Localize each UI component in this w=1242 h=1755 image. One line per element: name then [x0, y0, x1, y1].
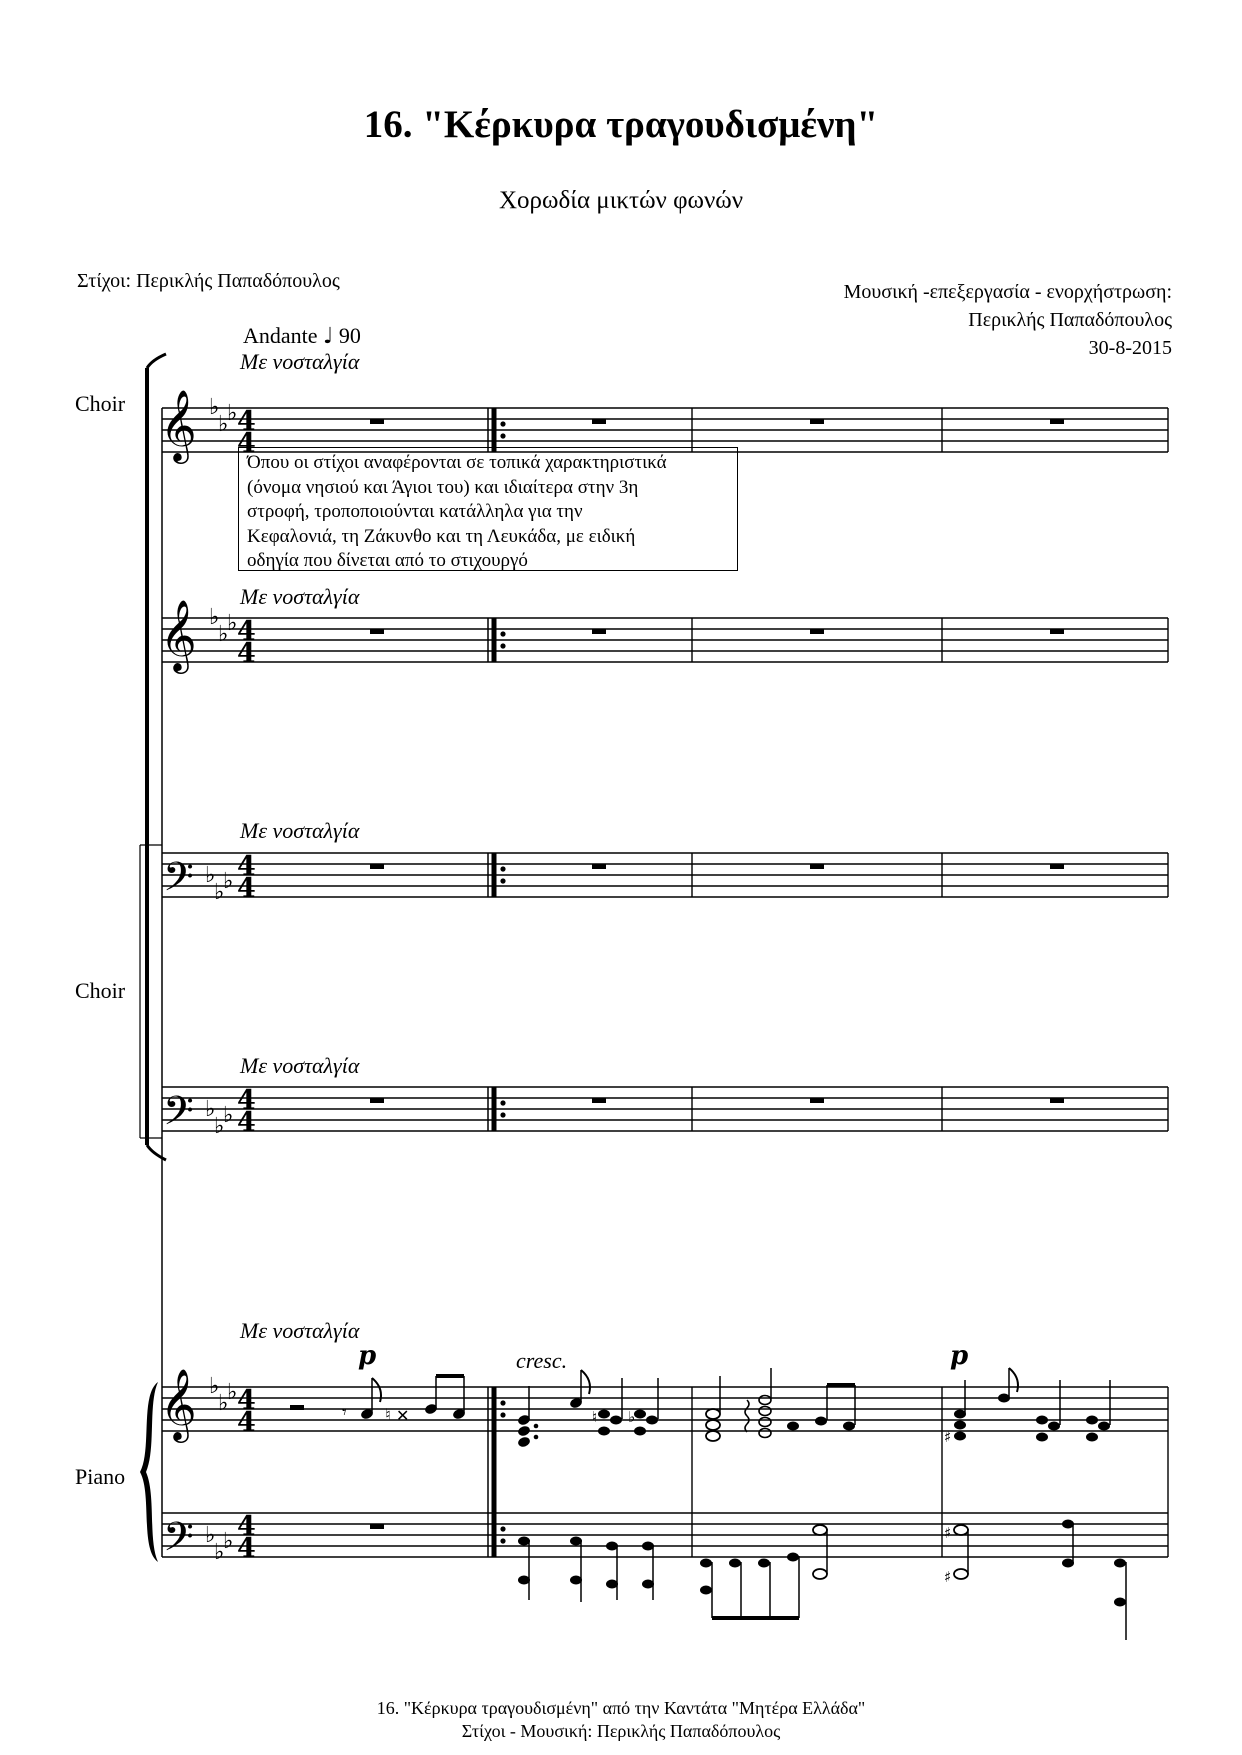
quarter-note-icon: ♩	[323, 324, 334, 349]
svg-text:♮: ♮	[592, 1408, 598, 1426]
piano-bass-notes	[518, 1520, 1126, 1641]
svg-text:♭: ♭	[223, 1103, 234, 1128]
crescendo-marking: cresc.	[516, 1348, 568, 1373]
svg-text:♭: ♭	[218, 1391, 229, 1416]
staff-choir-2	[162, 618, 1168, 662]
piano-treble-measure-1	[290, 1376, 466, 1425]
svg-text:4: 4	[237, 1407, 256, 1438]
bass-clef-icon: 𝄢	[163, 1514, 194, 1570]
svg-text:♯: ♯	[944, 1428, 952, 1446]
time-signature	[237, 406, 256, 1564]
svg-text:♭: ♭	[209, 395, 220, 420]
expression-marking-staff-2: Με νοσταλγία	[240, 584, 360, 609]
svg-text:4: 4	[237, 1511, 256, 1542]
treble-clef-icon: 𝄞	[160, 598, 197, 671]
svg-text:4: 4	[237, 406, 256, 437]
svg-text:♭: ♭	[223, 1529, 234, 1554]
svg-text:4: 4	[237, 873, 256, 904]
svg-text:♭: ♭	[214, 1114, 225, 1139]
composer-name: Περικλής Παπαδόπουλος	[968, 309, 1172, 331]
svg-text:♭: ♭	[214, 880, 225, 905]
staff-choir-3	[162, 853, 1168, 897]
tempo-label: Andante	[243, 323, 318, 348]
svg-text:4: 4	[237, 428, 256, 459]
note-line: οδηγία που δίνεται από το στιχουργό	[247, 550, 528, 571]
svg-text:4: 4	[237, 851, 256, 882]
svg-text:♭: ♭	[205, 1097, 216, 1122]
svg-text:✕: ✕	[396, 1406, 410, 1425]
composition-date: 30-8-2015	[1088, 337, 1172, 359]
svg-text:♭: ♭	[205, 1523, 216, 1548]
expression-marking-staff-1: Με νοσταλγία	[240, 349, 360, 374]
svg-text:4: 4	[237, 616, 256, 647]
whole-rests	[370, 419, 1064, 1529]
instrument-label-choir-top: Choir	[75, 391, 126, 416]
note-line: Όπου οι στίχοι αναφέρονται σε τοπικά χαρακτηριστικά	[247, 452, 667, 473]
svg-text:4: 4	[237, 1533, 256, 1564]
instrument-label-piano: Piano	[75, 1464, 126, 1489]
svg-text:♭: ♭	[205, 863, 216, 888]
piano-treble-measure-3	[706, 1368, 855, 1441]
footer-line-1: 16. "Κέρκυρα τραγουδισμένη" από την Καντάτα "Μητέρα Ελλάδα"	[376, 1698, 866, 1718]
svg-text:4: 4	[237, 1385, 256, 1416]
svg-text:♭: ♭	[227, 1380, 238, 1405]
repeat-dots	[500, 421, 505, 1543]
treble-clef-icon: 𝄞	[160, 1367, 197, 1440]
staff-choir-1	[162, 408, 1168, 452]
piano-treble-measure-4	[944, 1368, 1110, 1446]
svg-text:4: 4	[237, 1085, 256, 1116]
footer	[0, 1697, 1242, 1743]
bass-clef-icon: 𝄢	[163, 1088, 194, 1144]
svg-text:4: 4	[237, 638, 256, 669]
svg-text:♭: ♭	[209, 1374, 220, 1399]
staff-piano-treble	[162, 1387, 1168, 1431]
lyricist-credit: Στίχοι: Περικλής Παπαδόπουλος	[77, 270, 340, 292]
tempo-bpm: 90	[338, 323, 361, 348]
svg-text:♭: ♭	[223, 869, 234, 894]
staff-piano-bass	[162, 1513, 1168, 1557]
svg-text:♯: ♯	[944, 1568, 952, 1586]
note-line: (όνομα νησιού και Άγιοι του) και ιδιαίτερα στην 3η	[247, 476, 639, 498]
page-title: 16. "Κέρκυρα τραγουδισμένη"	[363, 103, 879, 146]
svg-text:𝄾: 𝄾	[342, 1402, 347, 1423]
svg-text:♯: ♯	[944, 1524, 952, 1542]
note-line: Κεφαλονιά, τη Ζάκυνθο και τη Λευκάδα, με ειδική	[247, 525, 636, 547]
key-signature	[205, 395, 237, 1565]
svg-text:♭: ♭	[628, 1408, 636, 1426]
dynamic-piano-1: p	[358, 1341, 377, 1371]
piano-brace	[140, 1382, 158, 1562]
note-line: στροφή, τροποποιούνται κατάλληλα για την	[247, 501, 583, 522]
bass-clef-icon: 𝄢	[163, 854, 194, 910]
expression-marking-piano: Με νοσταλγία	[240, 1318, 360, 1343]
svg-text:♭: ♭	[227, 611, 238, 636]
svg-text:♭: ♭	[214, 1540, 225, 1565]
svg-text:♮: ♮	[385, 1405, 391, 1424]
expression-marking-staff-4: Με νοσταλγία	[240, 1053, 360, 1078]
footer-line-2: Στίχοι - Μουσική: Περικλής Παπαδόπουλος	[461, 1721, 781, 1741]
expression-marking-staff-3: Με νοσταλγία	[240, 818, 360, 843]
treble-clef-icon: 𝄞	[160, 388, 197, 461]
svg-text:4: 4	[237, 1107, 256, 1138]
svg-text:♭: ♭	[209, 605, 220, 630]
page-subtitle: Χορωδία μικτών φωνών	[498, 187, 744, 214]
staff-choir-4	[162, 1087, 1168, 1131]
svg-text:♭: ♭	[218, 622, 229, 647]
svg-text:♭: ♭	[227, 401, 238, 426]
dynamic-piano-2: p	[950, 1341, 969, 1371]
composer-line: Μουσική -επεξεργασία - ενορχήστρωση:	[843, 281, 1172, 303]
instrument-label-choir-bottom: Choir	[75, 978, 126, 1003]
svg-text:♭: ♭	[218, 412, 229, 437]
